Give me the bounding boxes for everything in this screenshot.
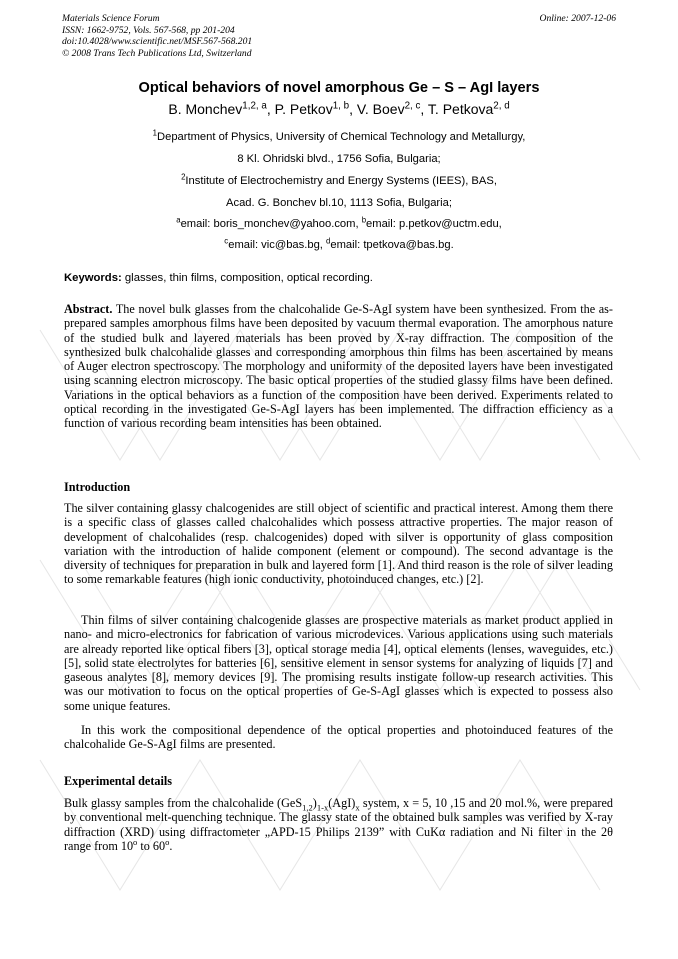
- affiliation-2-line-1: $^2$Institute of Electrochemistry and Energy Systems (IEES), BAS,: [181, 172, 497, 187]
- issn-line: ISSN: 1662-9752, Vols. 567-568, pp 201-204: [62, 24, 235, 36]
- abstract: [64, 302, 613, 431]
- paper-title: Optical behaviors of novel amorphous Ge – S – AgI layers: [138, 80, 540, 96]
- affiliation-1-line-1: $^1$Department of Physics, University of Chemical Technology and Metallurgy,: [152, 128, 526, 143]
- email-line-2: $^c$email: vic@bas.bg, $^d$email: tpetkova@bas.bg.: [224, 236, 454, 251]
- author-4: T. Petkova$^{2, d}$: [427, 100, 510, 117]
- introduction-paragraph-1: The silver containing glassy chalcogenides are still object of scientific and practical interest. Among them there is a specific class of glasses called chalcohalides which possess attractive properties. The major reason of development of chalcohalides (resp. chalcogenides) doped with silver is opportunity of glass composition variation with the introduction of halide component (element or compound). The second advantage is the diversity of techniques for preparation in bulk and layered form [1]. And third reason is the role of silver leading to some remarkable features (high ionic conductivity, photoinduced changes, etc.) [2].: [64, 501, 613, 587]
- doi-line: doi:10.4028/www.scientific.net/MSF.567-568.201: [62, 36, 253, 48]
- email-line-1: $^a$email: boris_monchev@yahoo.com, $^b$email: p.petkov@uctm.edu,: [176, 215, 502, 230]
- author-1: B. Monchev$^{1,2, a}$,: [168, 100, 275, 117]
- keywords: [64, 272, 373, 284]
- abstract-label: Abstract.: [64, 302, 113, 316]
- author-list: [0, 101, 678, 117]
- journal-header: [62, 13, 252, 59]
- copyright-line: © 2008 Trans Tech Publications Ltd, Switzerland: [62, 47, 252, 59]
- introduction-paragraph-3: In this work the compositional dependence of the optical properties and photoinduced features of the chalcohalide Ge-S-AgI films are presented.: [64, 723, 613, 752]
- online-date: Online: 2007-12-06: [539, 13, 616, 24]
- introduction-heading: Introduction: [64, 480, 131, 494]
- experimental-paragraph: Bulk glassy samples from the chalcohalide $(GeS_{1,2})_{1-x}(AgI)_x$ system, x = 5, 10 ,15 and 20 mol.%, were prepared by conventional melt-quenching technique. The glassy state of the obtained bulk samples was verified by X-ray diffraction (XRD) using diffractometer „APD-15 Philips 2139” with CuKα radiation and Ni filter in the 2θ range from 10$^o$ to 60$^o$.: [64, 796, 613, 853]
- author-3: V. Boev$^{2, c}$,: [356, 100, 428, 117]
- affiliation-2-line-2: Acad. G. Bonchev bl.10, 1113 Sofia, Bulgaria;: [226, 197, 452, 209]
- introduction-paragraph-2: Thin films of silver containing chalcogenide glasses are prospective materials as market product applied in nano- and micro-electronics for fabrication of various microdevices. Various applications using such materials are already reported like optical fibers [3], optical storage media [4], optical elements (lenses, waveguides, etc.) [5], solid state electrolytes for batteries [6], sensitive element in sensor systems for analyzing of liquids [7] and gaseous analytes [8], memory devices [9]. The promising results instigate follow-up research activities. This was our motivation to focus on the optical properties of Ge-S-AgI glasses which is expected to possess also some unique features.: [64, 613, 613, 713]
- journal-name: Materials Science Forum: [62, 13, 160, 24]
- keywords-text: glasses, thin films, composition, optical recording.: [121, 272, 373, 284]
- experimental-heading: Experimental details: [64, 774, 172, 788]
- abstract-text: The novel bulk glasses from the chalcohalide Ge-S-AgI system have been synthesized. From the as-prepared samples amorphous films have been deposited by vacuum thermal evaporation. The amorphous nature of the studied bulk and layered materials has been proved by X-ray diffraction. The composition of the synthesized bulk chalcohalide glasses and corresponding amorphous thin films has been ascertained by means of Auger electron spectroscopy. The morphology and uniformity of the deposited layers have been investigated using scanning electron microscopy. The basic optical properties of the studied glassy films have been defined. Variations in the optical behaviors as a function of the composition have been derived. Experiments related to optical recording in the investigated Ge-S-AgI layers has been implemented. The diffraction efficiency as a function of various recording beam intensities has been obtained.: [64, 302, 613, 431]
- keywords-label: Keywords:: [64, 272, 122, 284]
- affiliation-1-line-2: 8 Kl. Ohridski blvd., 1756 Sofia, Bulgaria;: [237, 153, 441, 165]
- author-2: P. Petkov$^{1, b}$,: [274, 100, 357, 117]
